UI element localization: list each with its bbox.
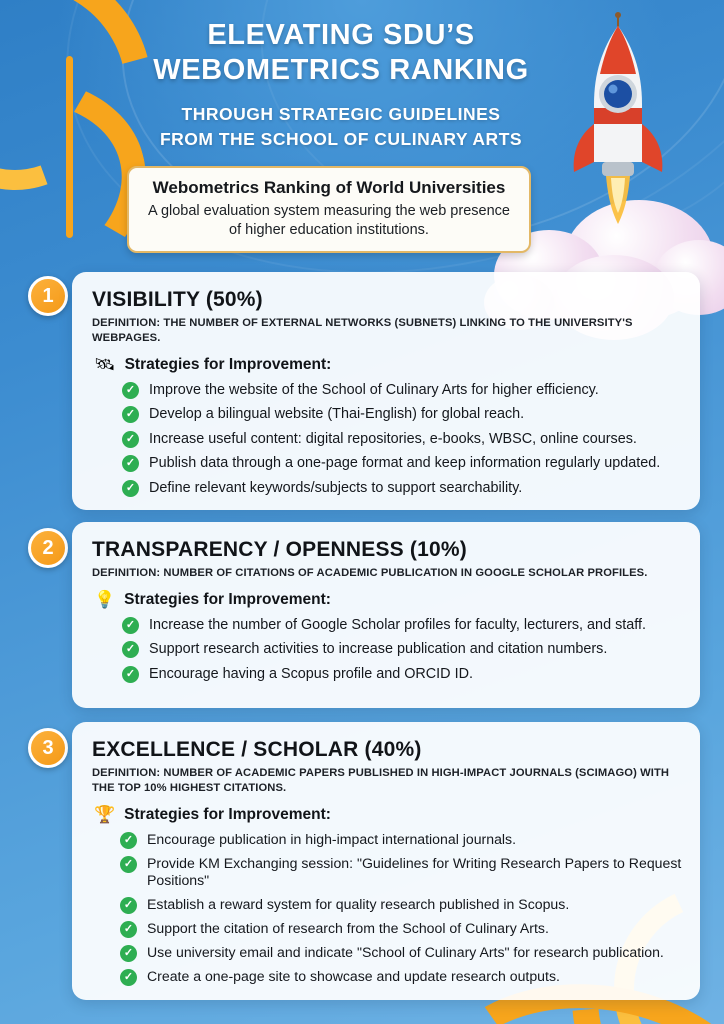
list-item-text: Provide KM Exchanging session: "Guidelines for Writing Research Papers to Request Positions" [147, 854, 682, 889]
subtitle-line-2: FROM THE SCHOOL OF CULINARY ARTS [159, 128, 523, 149]
subtitle-line-1: THROUGH STRATEGIC GUIDELINES [181, 103, 501, 124]
check-icon: ✓ [122, 617, 139, 634]
section-2-definition: DEFINITION: NUMBER OF CITATIONS OF ACADEMIC PUBLICATION IN GOOGLE SCHOLAR PROFILES. [92, 567, 648, 579]
list-item [120, 896, 682, 914]
check-icon: ✓ [120, 945, 137, 962]
section-badge-3: 3 [28, 728, 68, 768]
check-icon: ✓ [120, 856, 137, 873]
check-icon: ✓ [122, 480, 139, 497]
list-item-text: Increase useful content: digital repositories, e-books, WBSC, online courses. [149, 430, 637, 447]
poster-header [96, 18, 586, 151]
check-icon: ✓ [122, 406, 139, 423]
list-item-text: Establish a reward system for quality research published in Scopus. [147, 896, 570, 913]
list-item-text: Create a one-page site to showcase and update research outputs. [147, 968, 560, 985]
list-item [122, 665, 682, 683]
list-item-text: Publish data through a one-page format and keep information regularly updated. [149, 455, 661, 472]
section-1-strategies-header [94, 356, 682, 374]
section-1-definition: DEFINITION: THE NUMBER OF EXTERNAL NETWORKS (SUBNETS) LINKING TO THE UNIVERSITY'S WEBPAGES. [92, 317, 633, 344]
section-badge-2: 2 [28, 528, 68, 568]
section-2-strategies-header [94, 591, 682, 609]
list-item [122, 454, 682, 472]
list-item-text: Develop a bilingual website (Thai-English) for global reach. [149, 406, 525, 423]
list-item-text: Support research activities to increase publication and citation numbers. [149, 641, 608, 658]
section-1-strategies-label: Strategies for Improvement: [124, 355, 332, 373]
list-item-text: Encourage having a Scopus profile and ORCID ID. [149, 666, 473, 683]
section-2-strategies-label: Strategies for Improvement: [124, 590, 331, 608]
lightbulb-icon: 💡 [94, 590, 116, 610]
definition-card-title: Webometrics Ranking of World Universities [152, 178, 506, 197]
check-icon: ✓ [120, 897, 137, 914]
section-visibility [72, 272, 700, 510]
check-icon: ✓ [120, 832, 137, 849]
decorative-vertical-bar [66, 56, 73, 238]
section-3-item-list [92, 831, 682, 987]
section-transparency [72, 522, 700, 708]
list-item [122, 381, 682, 399]
section-1-item-list [92, 381, 682, 498]
list-item-text: Encourage publication in high-impact international journals. [147, 830, 517, 847]
list-item-text: Define relevant keywords/subjects to support searchability. [149, 480, 523, 497]
section-1-title: VISIBILITY (50%) [92, 288, 263, 311]
check-icon: ✓ [122, 455, 139, 472]
check-icon: ✓ [122, 666, 139, 683]
title-line-1: ELEVATING SDU’S [207, 19, 475, 51]
list-item [122, 430, 682, 448]
list-item [120, 855, 682, 891]
section-excellence [72, 722, 700, 1000]
section-2-title: TRANSPARENCY / OPENNESS (10%) [92, 538, 467, 561]
list-item [122, 405, 682, 423]
section-badge-1: 1 [28, 276, 68, 316]
list-item [120, 920, 682, 938]
check-icon: ✓ [120, 921, 137, 938]
list-item-text: Improve the website of the School of Culinary Arts for higher efficiency. [149, 381, 599, 398]
section-3-title: EXCELLENCE / SCHOLAR (40%) [92, 738, 422, 761]
list-item [120, 968, 682, 986]
definition-card-text: A global evaluation system measuring the web presence of higher education institutions. [148, 203, 510, 239]
list-item-text: Use university email and indicate "School of Culinary Arts" for research publication. [147, 944, 664, 961]
title-line-2: WEBOMETRICS RANKING [153, 54, 529, 87]
trophy-icon: 🏆 [94, 805, 116, 825]
list-item [120, 944, 682, 962]
check-icon: ✓ [120, 969, 137, 986]
list-item [122, 479, 682, 497]
list-item [122, 616, 682, 634]
list-item [120, 831, 682, 849]
check-icon: ✓ [122, 382, 139, 399]
definition-card [127, 166, 531, 253]
section-3-strategies-header [94, 806, 682, 824]
satellite-icon: 🛰 [94, 355, 116, 375]
list-item [122, 640, 682, 658]
check-icon: ✓ [122, 641, 139, 658]
section-3-definition: DEFINITION: NUMBER OF ACADEMIC PAPERS PUBLISHED IN HIGH-IMPACT JOURNALS (SCIMAGO) WITH THE TOP 10% HIGHEST CITATIONS. [92, 767, 670, 794]
list-item-text: Increase the number of Google Scholar profiles for faculty, lecturers, and staff. [149, 616, 646, 633]
list-item-text: Support the citation of research from the School of Culinary Arts. [147, 920, 549, 937]
section-3-strategies-label: Strategies for Improvement: [124, 805, 331, 823]
section-2-item-list [92, 616, 682, 683]
check-icon: ✓ [122, 431, 139, 448]
